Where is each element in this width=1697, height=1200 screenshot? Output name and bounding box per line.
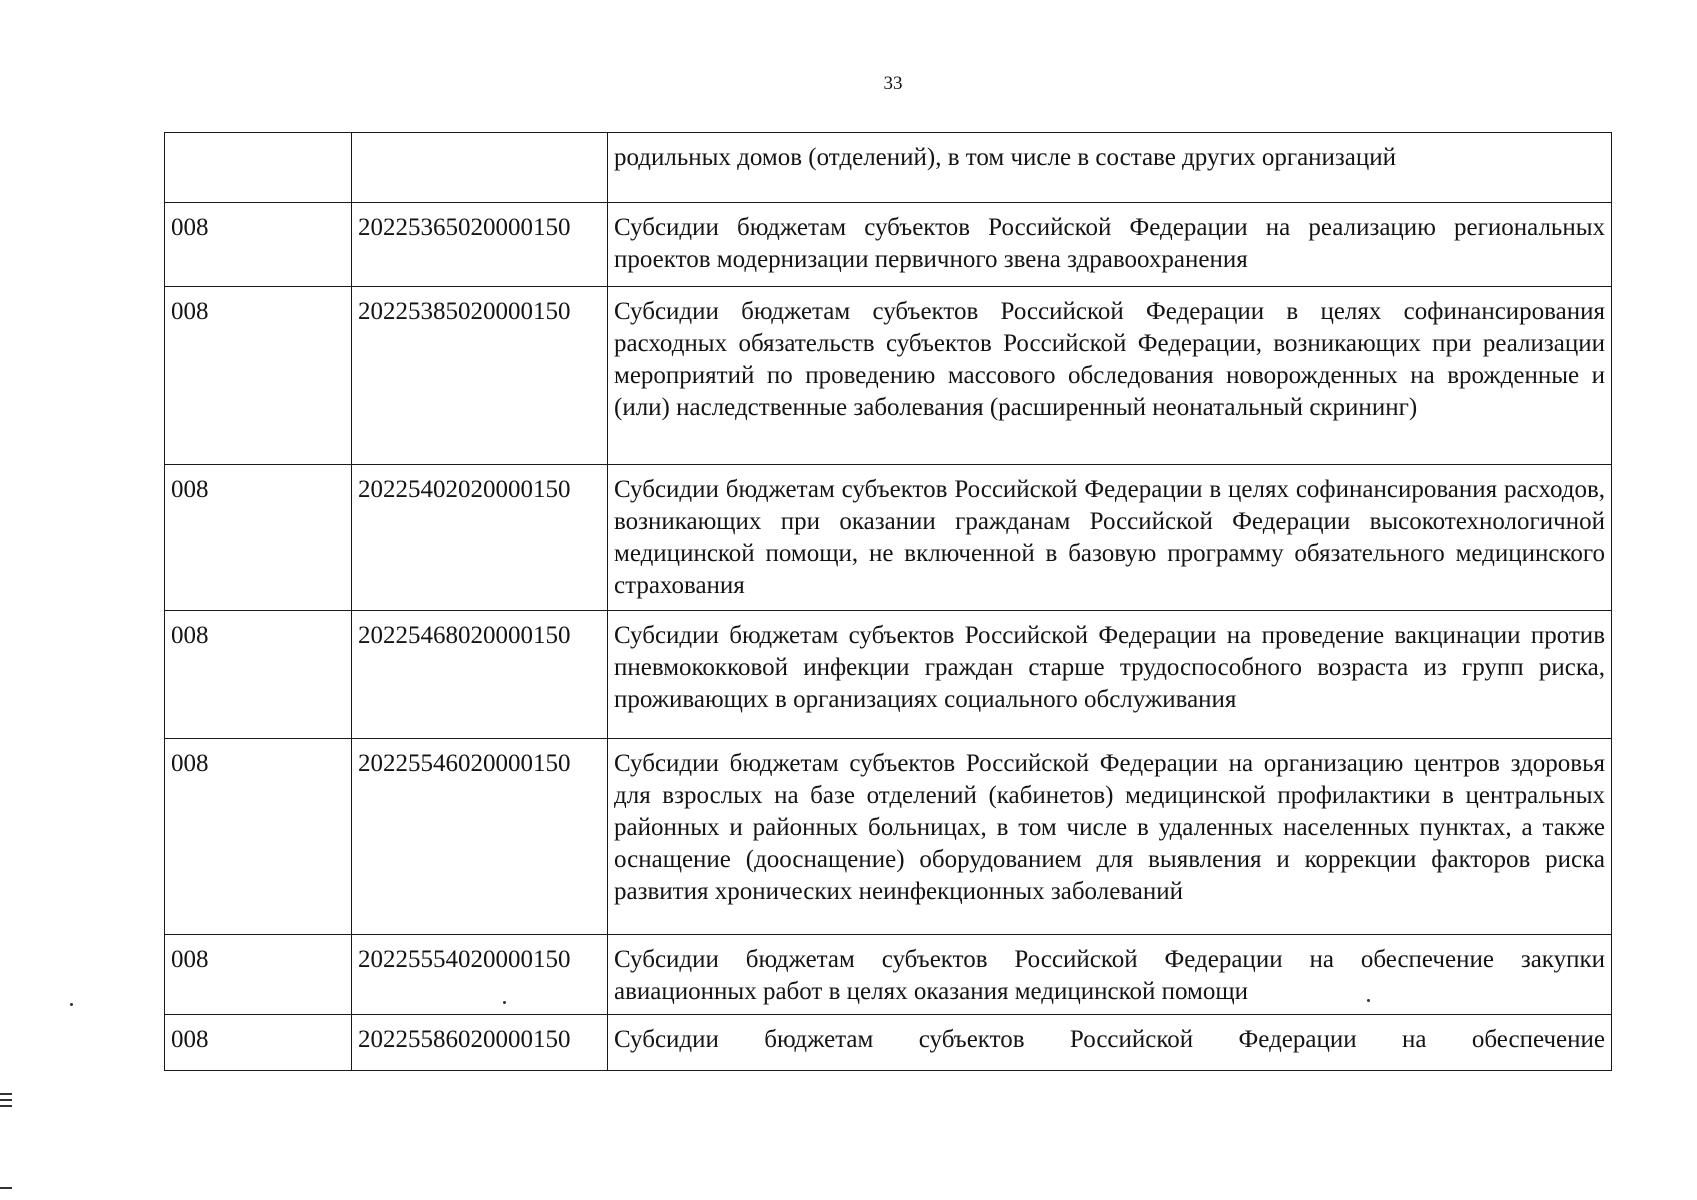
page-number: 33 — [883, 73, 903, 94]
scan-speck — [70, 1003, 73, 1006]
table-row — [165, 133, 1612, 203]
description-cell: Субсидии бюджетам субъектов Российской Федерации на реализацию региональных проектов модернизации первичного звена здравоохранения — [608, 203, 1612, 287]
budget-code-cell: 20225365020000150 — [352, 203, 608, 287]
description-cell: Субсидии бюджетам субъектов Российской Федерации на обеспечение закупки авиационных работ в целях оказания медицинской помощи — [608, 935, 1612, 1015]
scan-speck — [1367, 999, 1370, 1002]
budget-code-cell — [352, 133, 608, 203]
table-row — [165, 203, 1612, 287]
description-cell: Субсидии бюджетам субъектов Российской Федерации на организацию центров здоровья для взрослых на базе отделений (кабинетов) медицинской профилактики в центральных районных и районных больницах, в том числе в удаленных населенных пунктах, а также оснащение (дооснащение) оборудованием для выявления и коррекции факторов риска развития хронических неинфекционных заболеваний — [608, 739, 1612, 935]
admin-code-cell: 008 — [165, 1015, 352, 1071]
table-row — [165, 611, 1612, 739]
table-row — [165, 935, 1612, 1015]
description-cell: Субсидии бюджетам субъектов Российской Федерации в целях софинансирования расходов, возникающих при оказании гражданам Российской Федерации высокотехнологичной медицинской помощи, не включенной в базовую программу обязательного медицинского страхования — [608, 465, 1612, 611]
budget-codes-table — [164, 132, 1612, 1071]
table-row — [165, 1015, 1612, 1071]
admin-code-cell: 008 — [165, 287, 352, 465]
budget-code-cell: 20225554020000150 — [352, 935, 608, 1015]
description-cell: Субсидии бюджетам субъектов Российской Федерации на обеспечение — [608, 1015, 1612, 1071]
admin-code-cell: 008 — [165, 739, 352, 935]
admin-code-cell: 008 — [165, 203, 352, 287]
margin-mark — [0, 1099, 12, 1101]
budget-code-cell: 20225402020000150 — [352, 465, 608, 611]
budget-code-cell: 20225546020000150 — [352, 739, 608, 935]
budget-code-cell: 20225586020000150 — [352, 1015, 608, 1071]
budget-code-cell: 20225468020000150 — [352, 611, 608, 739]
admin-code-cell — [165, 133, 352, 203]
scan-speck — [503, 1001, 506, 1004]
margin-mark — [0, 1187, 12, 1189]
admin-code-cell: 008 — [165, 935, 352, 1015]
description-cell: Субсидии бюджетам субъектов Российской Федерации на проведение вакцинации против пневмококковой инфекции граждан старше трудоспособного возраста из групп риска, проживающих в организациях социального обслуживания — [608, 611, 1612, 739]
margin-mark — [0, 1105, 12, 1107]
table-row — [165, 739, 1612, 935]
table-row — [165, 465, 1612, 611]
admin-code-cell: 008 — [165, 465, 352, 611]
description-cell: родильных домов (отделений), в том числе в составе других организаций — [608, 133, 1612, 203]
admin-code-cell: 008 — [165, 611, 352, 739]
table-row — [165, 287, 1612, 465]
budget-code-cell: 20225385020000150 — [352, 287, 608, 465]
description-cell: Субсидии бюджетам субъектов Российской Федерации в целях софинансирования расходных обязательств субъектов Российской Федерации, возникающих при реализации мероприятий по проведению массового обследования новорожденных на врожденные и (или) наследственные заболевания (расширенный неонатальный скрининг) — [608, 287, 1612, 465]
margin-mark — [0, 1093, 12, 1095]
